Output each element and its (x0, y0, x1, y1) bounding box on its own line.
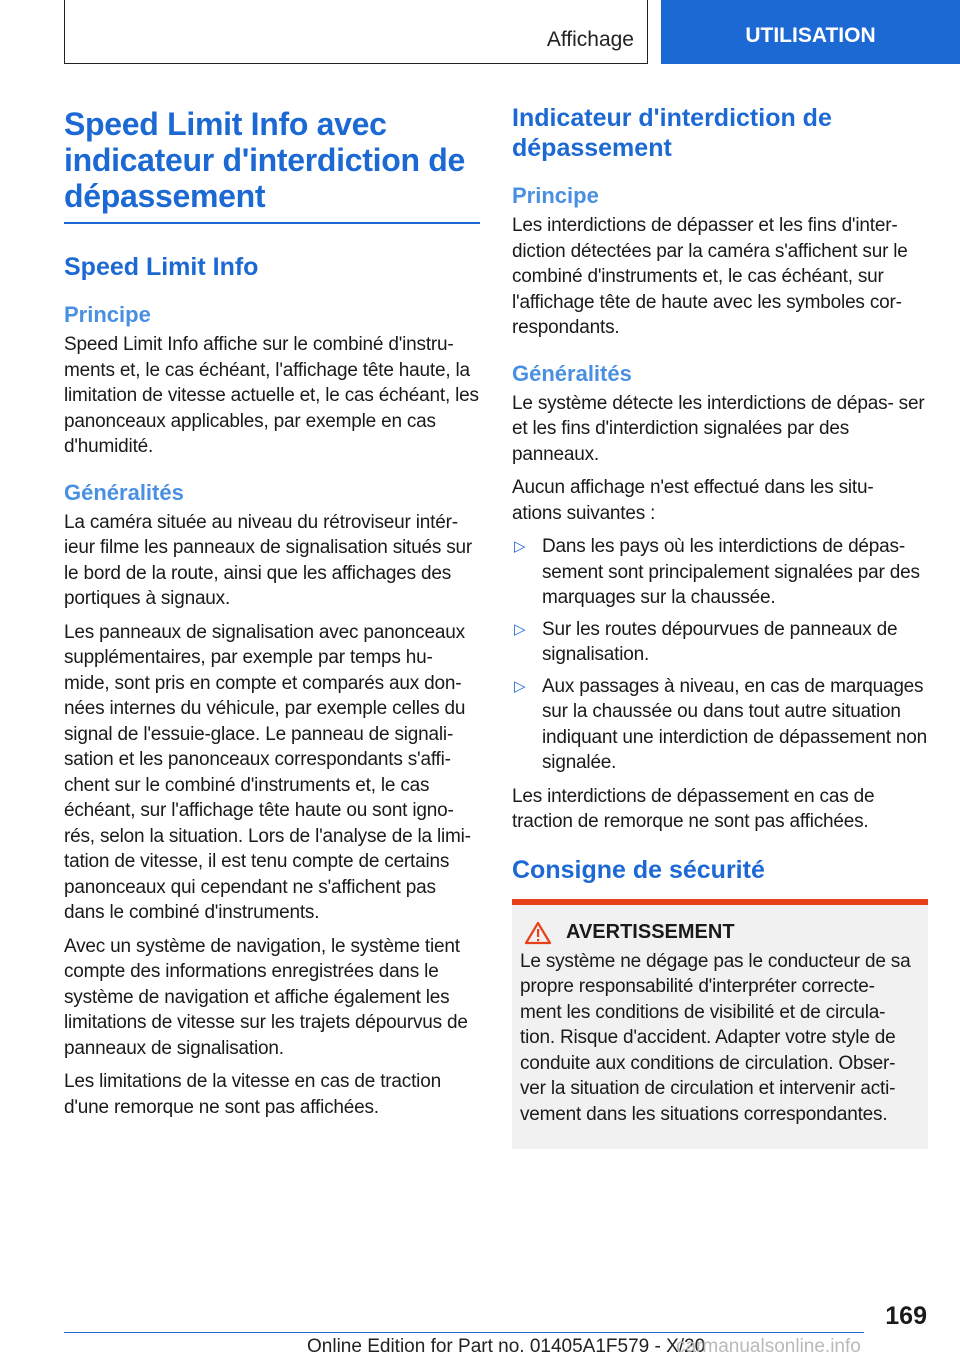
list-item: ▷ Dans les pays où les interdictions de dépas- sement sont principalement signalées par des marquages sur la chaussée. (514, 536, 920, 608)
paragraph: Speed Limit Info affiche sur le combiné d'instru- ments et, le cas échéant, l'affichage tête haute, la limitation de vitesse actuelle et, le cas échéant, les panonceaux applicables, par exemple en cas d'humidité. (64, 334, 479, 457)
header-tab: UTILISATION (661, 0, 960, 64)
paragraph: Aucun affichage n'est effectué dans les situ- ations suivantes : (512, 477, 874, 524)
paragraph: Les limitations de la vitesse en cas de traction d'une remorque ne sont pas affichées. (64, 1071, 441, 1118)
right-column (512, 100, 928, 1149)
warning-box (512, 899, 928, 1150)
list-item: ▷ Sur les routes dépourvues de panneaux de signalisation. (514, 618, 898, 665)
footer-edition: Online Edition for Part no. 01405A1F579 - X/20 (307, 1336, 706, 1357)
subheading-principe: Principe (64, 302, 151, 327)
subheading-generalites-right: Généralités (512, 360, 632, 386)
left-column (64, 100, 480, 1128)
warning-title: AVERTISSEMENT (524, 921, 920, 945)
warning-triangle-icon (524, 921, 552, 945)
paragraph: Les interdictions de dépassement en cas de traction de remorque ne sont pas affichées. (512, 785, 875, 832)
section-heading-safety: Consigne de sécurité (512, 855, 765, 884)
footer-watermark: carmanualsonline.info (676, 1336, 861, 1357)
triangle-bullet-icon: ▷ (514, 538, 526, 555)
page-number: 169 (885, 1302, 927, 1330)
subheading-generalites: Généralités (64, 479, 184, 505)
footer-rule (64, 1332, 864, 1333)
paragraph: Avec un système de navigation, le système tient compte des informations enregistrées dans le système de navigation et affiche également les limitations de vitesse sur les trajets dépourvus de panneaux de signalisation. (64, 935, 468, 1059)
paragraph: Le système détecte les interdictions de dépas- ser et les fins d'interdiction signalées par des panneaux. (512, 392, 925, 465)
header-section-label: Affichage (546, 28, 634, 51)
bullet-list (512, 534, 928, 776)
triangle-bullet-icon: ▷ (514, 620, 526, 638)
section-heading-overtaking: Indicateur d'interdiction de dépassement (512, 104, 832, 162)
paragraph: La caméra située au niveau du rétroviseur intér- ieur filme les panneaux de signalisation situés sur le bord de la route, ainsi que les affichages des portiques à signaux. (64, 511, 473, 609)
section-heading-speed-limit: Speed Limit Info (64, 253, 259, 281)
page-title: Speed Limit Info avec indicateur d'interdiction de dépassement (64, 106, 480, 224)
subheading-principe-right: Principe (512, 183, 599, 208)
triangle-bullet-icon: ▷ (514, 677, 526, 695)
warning-text: Le système ne dégage pas le conducteur de sa propre responsabilité d'interpréter correcte- ment les conditions de visibilité et de circula- tion. Risque d'accident. Adapter votre style de conduite aux conditions de circulation. Obser- ver la situation de circulation et intervenir acti- vement dans les situations correspondantes. (520, 950, 911, 1125)
paragraph: Les interdictions de dépasser et les fins d'inter- diction détectées par la caméra s'affichent sur le combiné d'instruments et, le cas échéant, sur l'affichage tête de haute avec les symboles cor- respondants. (512, 215, 908, 338)
list-item: ▷ Aux passages à niveau, en cas de marquages sur la chaussée ou dans tout autre situation indiquant une interdiction de dépassement non signalée. (514, 675, 928, 773)
paragraph: Les panneaux de signalisation avec panonceaux supplémentaires, par exemple par temps hu- mide, sont pris en compte et comparés aux don- nées internes du véhicule, par exemple celles du signal de l'essuie-glace. Le panneau de signali- sation et les panonceaux correspondants s'affi- chent sur le combiné d'instruments et, le cas échéant, sur l'affichage tête haute ou sont igno- rés, selon la situation. Lors de l'analyse de la limi- tation de vitesse, il est tenu compte de certains panonceaux qui cependant ne s'affichent pas dans le combiné d'instruments. (64, 621, 471, 923)
